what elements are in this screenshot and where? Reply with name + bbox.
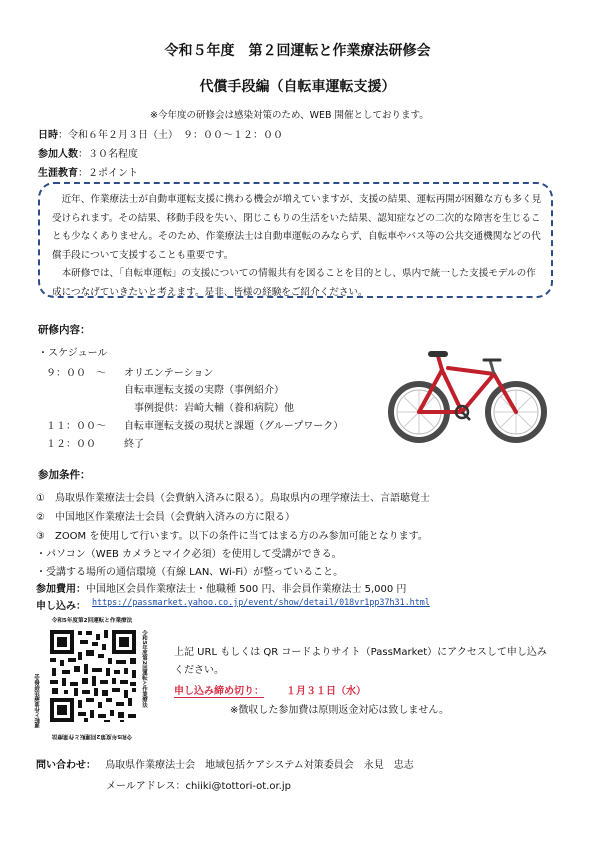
fee-row	[36, 580, 406, 595]
apply-label: 申し込み：	[36, 601, 86, 612]
schedule-time: １１：００～	[46, 421, 106, 432]
intro-paragraph-1: 近年、作業療法士が自動車運転支援に携わる機会が増えていますが、支援の結果、運転再開が困難な方も多く見受けられます。その結果、移動手段を失い、閉じこもりの生活をいた結果、認知症などの二次的な障害を生じることも少なくありません。そのため、作業療法士は自動車運転のみならず、自転車やバス等の公共交通機関などの代償手段について支援することも重要です。	[52, 194, 542, 261]
condition-item: ・パソコン（WEB カメラとマイク必須）を使用して受講ができる。	[36, 549, 342, 560]
qr-caption-top: 令和5年度第2回運転と作業療法	[51, 618, 133, 624]
schedule-item: オリエンテーション	[124, 368, 214, 379]
date-row	[38, 126, 283, 141]
credit-value: ：２ポイント	[78, 168, 138, 179]
participants-row	[38, 145, 138, 160]
apply-url-link[interactable]: https://passmarket.yahoo.co.jp/event/show/detail/018vr1pp37h31.html	[92, 597, 430, 607]
date-value: ：令和６年２月３日（土） ９：００～１２：００	[58, 130, 283, 141]
page-subtitle: 代償手段編（自転車運転支援）	[199, 79, 396, 95]
schedule-item: 自転車運転支援の現状と課題（グループワーク）	[124, 421, 344, 432]
condition-item: ② 中国地区作業療法士会員（会費納入済みの方に限る）	[36, 512, 295, 523]
fee-value: 中国地区会員作業療法士・他職種 500 円、非会員作業療法士 5,000 円	[86, 584, 407, 595]
date-label: 日時	[38, 130, 58, 141]
fee-label: 参加費用：	[36, 584, 86, 595]
application-instruction: 上記 URL もしくは QR コードよりサイト（PassMarket）にアクセスして申し込みください。	[174, 647, 547, 676]
contact-org: 鳥取県作業療法士会 地域包括ケアシステム対策委員会 永見 忠志	[105, 760, 414, 771]
schedule-label: ・スケジュール	[38, 348, 108, 359]
bicycle-icon	[386, 348, 554, 448]
condition-item: ① 鳥取県作業療法士会員（会費納入済みに限る）。鳥取県内の理学療法士、言語聴覚士	[36, 493, 430, 504]
deadline-value: １月３１日（水）	[286, 686, 366, 697]
credit-label: 生涯教育	[38, 168, 78, 179]
content-heading: 研修内容：	[38, 324, 91, 336]
schedule-time: １２：００	[46, 439, 96, 450]
schedule-item: 終了	[124, 439, 144, 450]
qr-code-icon[interactable]	[48, 628, 138, 724]
covid-note: ※今年度の研修会は感染対策のため、WEB 開催としております。	[150, 110, 429, 121]
refund-note: ※徴収した参加費は原則返金対応は致しません。	[230, 705, 449, 716]
contact-row	[36, 756, 414, 771]
intro-paragraph-2: 本研修では、「自転車運転」の支援についての情報共有を図ることを目的とし、県内で統一した支援モデルの作成につなげていきたいと考えます。是非、皆様の経験をご紹介ください。	[52, 268, 536, 298]
conditions-heading: 参加条件：	[38, 469, 91, 481]
condition-item: ・受講する場所の通信環境（有線 LAN、Wi-Fi）が整っていること。	[36, 567, 344, 578]
deadline-label: 申し込み締め切り：	[174, 682, 264, 698]
qr-code-panel	[36, 616, 148, 742]
condition-item: ③ ZOOM を使用して行います。以下の条件に当てはまる方のみ参加可能となります。	[36, 531, 428, 542]
contact-email[interactable]: メールアドレス：chiiki@tottori-ot.or.jp	[106, 781, 291, 792]
participants-value: ：３０名程度	[78, 149, 138, 160]
qr-caption-bottom: 令和5年度第2回運転と作業療法	[51, 733, 133, 739]
contact-label: 問い合わせ：	[36, 760, 96, 771]
qr-caption-left: 運転と作業療法研修会	[35, 674, 41, 728]
credit-row	[38, 164, 138, 179]
participants-label: 参加人数	[38, 149, 78, 160]
schedule-time: ９：００ ～	[46, 368, 106, 379]
schedule-item: 自転車運転支援の実際（事例紹介）	[124, 385, 284, 396]
schedule-item: 事例提供：岩崎大輔（養和病院）他	[134, 403, 294, 414]
page-title: 令和５年度 第２回運転と作業療法研修会	[164, 43, 431, 59]
qr-caption-right: 令和5年度第2回運転と作業療法	[141, 630, 147, 708]
